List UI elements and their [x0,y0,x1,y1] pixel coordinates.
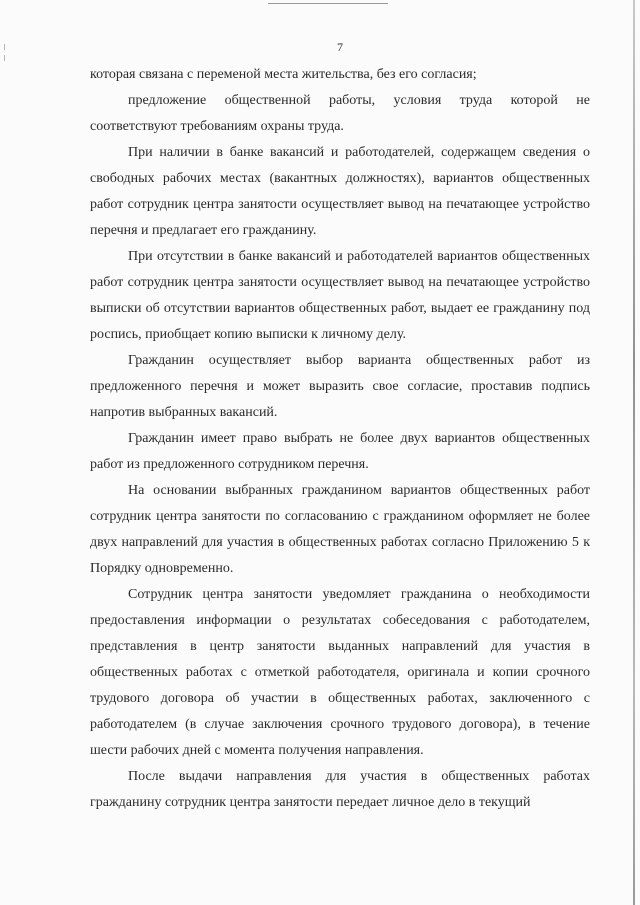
paragraph: На основании выбранных гражданином вариантов общественных работ сотрудник центра занятости по согласованию с гражданином оформляет не более двух направлений для участия в общественных работах согласно Приложению 5 к Порядку одновременно. [90,483,590,576]
paragraph: Гражданин осуществляет выбор варианта общественных работ из предложенного перечня и может выразить свое согласие, проставив подпись напротив выбранных вакансий. [90,353,590,420]
paragraph: Гражданин имеет право выбрать не более двух вариантов общественных работ из предложенного сотрудником перечня. [90,431,590,472]
scan-edge [633,0,635,905]
paragraph: Сотрудник центра занятости уведомляет гражданина о необходимости предоставления информации о результатах собеседования с работодателем, представления в центр занятости выданных направлений для участия в общественных работах с отметкой работодателя, оригинала и копии срочного трудового договора об участии в общественных работах, заключенного с работодателем (в случае заключения срочного трудового договора), в течение шести рабочих дней с момента получения направления. [90,587,590,758]
paragraph: предложение общественной работы, условия труда которой не соответствуют требованиям охраны труда. [90,93,590,134]
paragraph: При отсутствии в банке вакансий и работодателей вариантов общественных работ сотрудник центра занятости осуществляет вывод на печатающее устройство выписки об отсутствии вариантов общественных работ, выдает ее гражданину под роспись, приобщает копию выписки к личному делу. [90,249,590,342]
paragraph: После выдачи направления для участия в общественных работах гражданину сотрудник центра занятости передает личное дело в текущий [90,769,590,810]
paragraph: При наличии в банке вакансий и работодателей, содержащем сведения о свободных рабочих местах (вакантных должностях), вариантов общественных работ сотрудник центра занятости осуществляет вывод на печатающее устройство перечня и предлагает его гражданину. [90,145,590,238]
scan-mark [4,55,5,61]
top-rule [268,3,388,4]
page-number: 7 [337,40,343,54]
body-text [90,62,590,816]
paragraph: которая связана с переменой места жительства, без его согласия; [90,67,477,82]
